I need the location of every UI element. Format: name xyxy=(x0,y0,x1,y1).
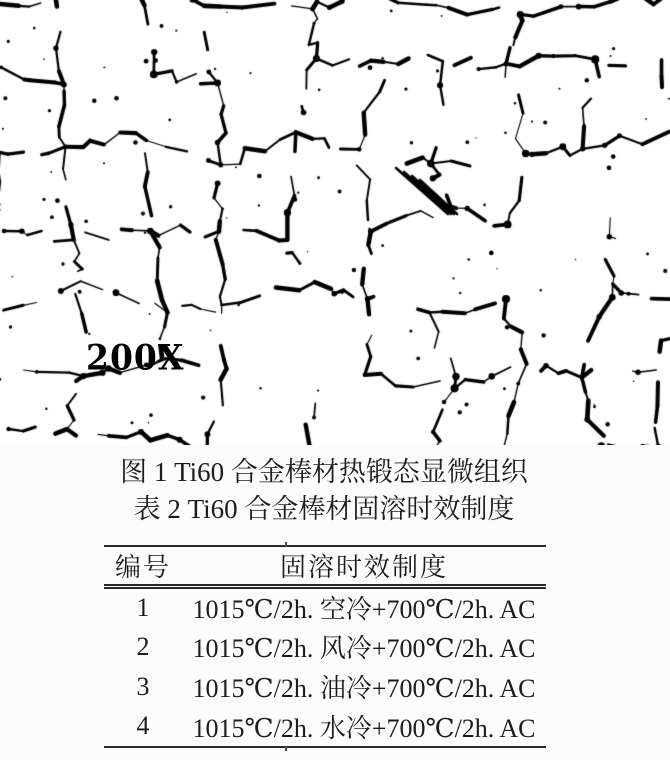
table-row xyxy=(104,707,546,747)
solution-aging-table xyxy=(104,545,546,748)
column-header-number: 编号 xyxy=(104,546,182,587)
figure-caption: 图 1 Ti60 合金棒材热锻态显微组织 xyxy=(120,457,528,487)
cell-number: 3 xyxy=(136,671,150,701)
cell-regime: 1015℃/2h. 油冷+700℃/2h. AC xyxy=(192,674,536,703)
cell-regime: 1015℃/2h. 水冷+700℃/2h. AC xyxy=(182,707,546,747)
scan-artifact-tick xyxy=(285,542,287,547)
table-row xyxy=(104,587,546,627)
scan-artifact-tick xyxy=(285,746,287,751)
cell-regime: 1015℃/2h. 空冷+700℃/2h. AC xyxy=(192,595,536,625)
cell-number: 1 xyxy=(136,592,150,622)
column-header-regime: 固溶时效制度 xyxy=(182,546,546,587)
magnification-label: 200X xyxy=(86,337,185,378)
solution-aging-table-wrap xyxy=(104,545,546,748)
table-header-row xyxy=(104,546,546,587)
cell-number: 2 xyxy=(136,631,150,661)
table-row xyxy=(104,627,546,667)
cell-number: 4 xyxy=(104,707,182,747)
table-row xyxy=(104,667,546,707)
cell-regime: 1015℃/2h. 风冷+700℃/2h. AC xyxy=(192,634,536,663)
table-caption: 表 2 Ti60 合金棒材固溶时效制度 xyxy=(133,494,515,524)
